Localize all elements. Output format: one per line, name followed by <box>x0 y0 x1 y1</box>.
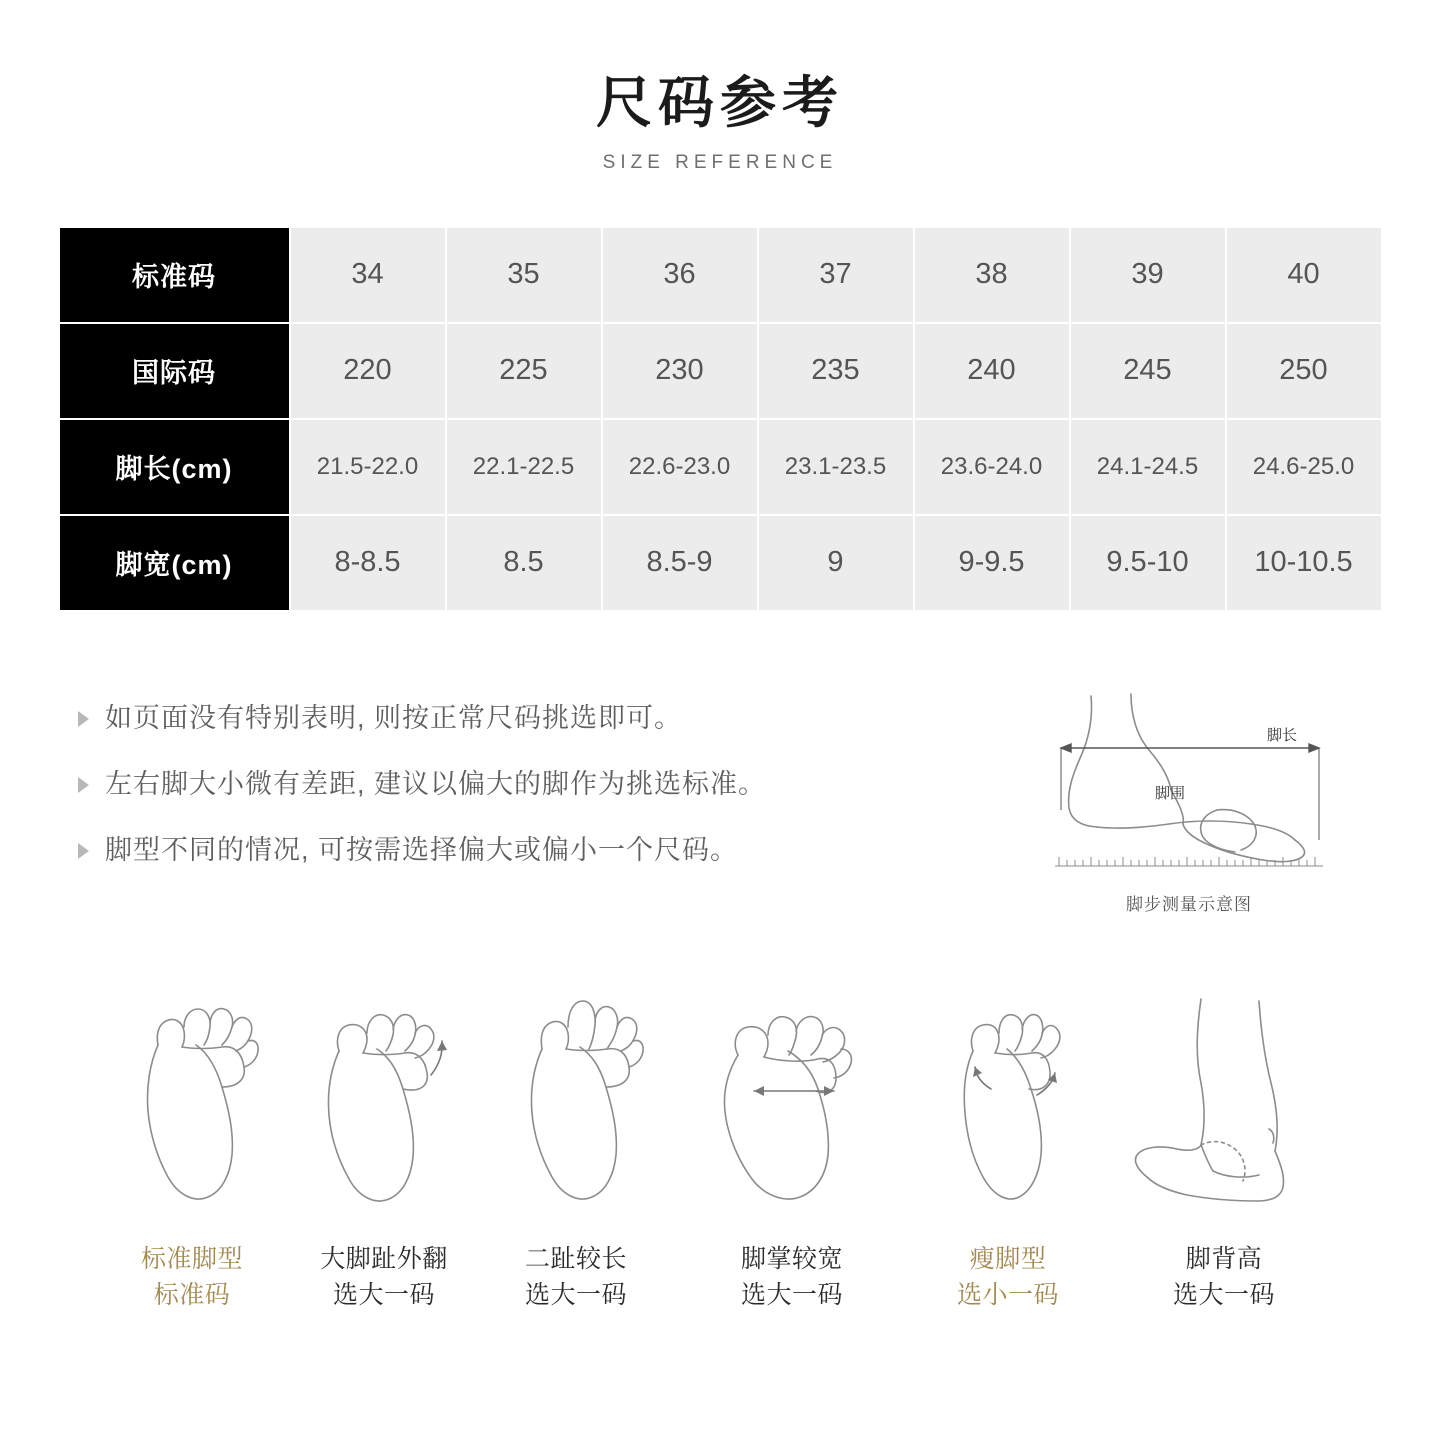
footprint-long-second-toe-icon <box>506 967 646 1219</box>
table-cell: 10-10.5 <box>1227 516 1381 610</box>
table-cell: 9.5-10 <box>1071 516 1225 610</box>
foot-type-label: 大脚趾外翻 选大一码 <box>320 1244 448 1309</box>
note-text: 左右脚大小微有差距, 建议以偏大的脚作为挑选标准。 <box>105 769 767 800</box>
table-row <box>60 516 1381 610</box>
table-cell: 230 <box>603 324 757 418</box>
footprint-bunion-icon <box>309 967 459 1219</box>
list-item <box>78 766 998 802</box>
note-text: 脚型不同的情况, 可按需选择偏大或偏小一个尺码。 <box>105 835 739 866</box>
table-cell: 235 <box>759 324 913 418</box>
table-cell: 40 <box>1227 228 1381 322</box>
table-cell: 240 <box>915 324 1069 418</box>
table-cell: 22.6-23.0 <box>603 420 757 514</box>
table-cell: 38 <box>915 228 1069 322</box>
row-header-foot-width: 脚宽(cm) <box>60 516 289 610</box>
row-header-international-size: 国际码 <box>60 324 289 418</box>
table-cell: 24.6-25.0 <box>1227 420 1381 514</box>
list-item <box>78 832 998 868</box>
foot-type-label: 脚背高 选大一码 <box>1172 1244 1275 1309</box>
foot-measurement-diagram <box>998 690 1380 915</box>
page-title: 尺码参考 <box>596 71 844 134</box>
table-cell: 24.1-24.5 <box>1071 420 1225 514</box>
triangle-bullet-icon <box>78 777 89 793</box>
table-row <box>60 324 1381 418</box>
notes-list <box>78 700 998 899</box>
table-cell: 22.1-22.5 <box>447 420 601 514</box>
table-cell: 8.5-9 <box>603 516 757 610</box>
table-cell: 225 <box>447 324 601 418</box>
table-cell: 35 <box>447 228 601 322</box>
foot-type-label: 脚掌较宽 选大一码 <box>740 1244 843 1309</box>
foot-type-label: 瘦脚型 选小一码 <box>956 1244 1059 1309</box>
diagram-caption: 脚步测量示意图 <box>1126 894 1252 914</box>
foot-type-item-high-instep <box>1109 967 1339 1314</box>
diagram-label-foot-girth: 脚围 <box>1155 784 1186 802</box>
foot-high-instep-icon <box>1109 967 1339 1219</box>
foot-type-item-standard <box>101 967 283 1314</box>
foot-type-label: 标准脚型 标准码 <box>140 1244 243 1309</box>
table-cell: 21.5-22.0 <box>291 420 445 514</box>
foot-type-gallery <box>0 967 1440 1314</box>
table-cell: 220 <box>291 324 445 418</box>
foot-type-item-bunion <box>293 967 475 1314</box>
footprint-standard-icon <box>122 967 262 1219</box>
table-cell: 250 <box>1227 324 1381 418</box>
foot-type-item-long-second-toe <box>485 967 667 1314</box>
table-cell: 39 <box>1071 228 1225 322</box>
size-table <box>58 226 1383 612</box>
foot-type-item-narrow <box>917 967 1099 1314</box>
table-cell: 8.5 <box>447 516 601 610</box>
table-cell: 34 <box>291 228 445 322</box>
note-text: 如页面没有特别表明, 则按正常尺码挑选即可。 <box>105 702 683 733</box>
table-cell: 37 <box>759 228 913 322</box>
page-subtitle: SIZE REFERENCE <box>602 151 838 173</box>
table-cell: 9-9.5 <box>915 516 1069 610</box>
row-header-standard-size: 标准码 <box>60 228 289 322</box>
table-row <box>60 228 1381 322</box>
table-cell: 245 <box>1071 324 1225 418</box>
table-cell: 8-8.5 <box>291 516 445 610</box>
notes-and-diagram <box>0 700 1440 915</box>
side-foot-illustration <box>1019 690 1359 880</box>
list-item <box>78 700 998 736</box>
size-table-wrapper <box>58 226 1383 612</box>
page-header <box>0 0 1440 174</box>
triangle-bullet-icon <box>78 711 89 727</box>
table-cell: 9 <box>759 516 913 610</box>
footprint-wide-forefoot-icon <box>710 967 875 1219</box>
table-cell: 23.1-23.5 <box>759 420 913 514</box>
table-cell: 36 <box>603 228 757 322</box>
row-header-foot-length: 脚长(cm) <box>60 420 289 514</box>
footprint-narrow-icon <box>933 967 1083 1219</box>
diagram-label-foot-length: 脚长 <box>1267 726 1298 744</box>
table-row <box>60 420 1381 514</box>
foot-type-item-wide-forefoot <box>677 967 907 1314</box>
triangle-bullet-icon <box>78 843 89 859</box>
foot-type-label: 二趾较长 选大一码 <box>524 1244 627 1309</box>
table-cell: 23.6-24.0 <box>915 420 1069 514</box>
